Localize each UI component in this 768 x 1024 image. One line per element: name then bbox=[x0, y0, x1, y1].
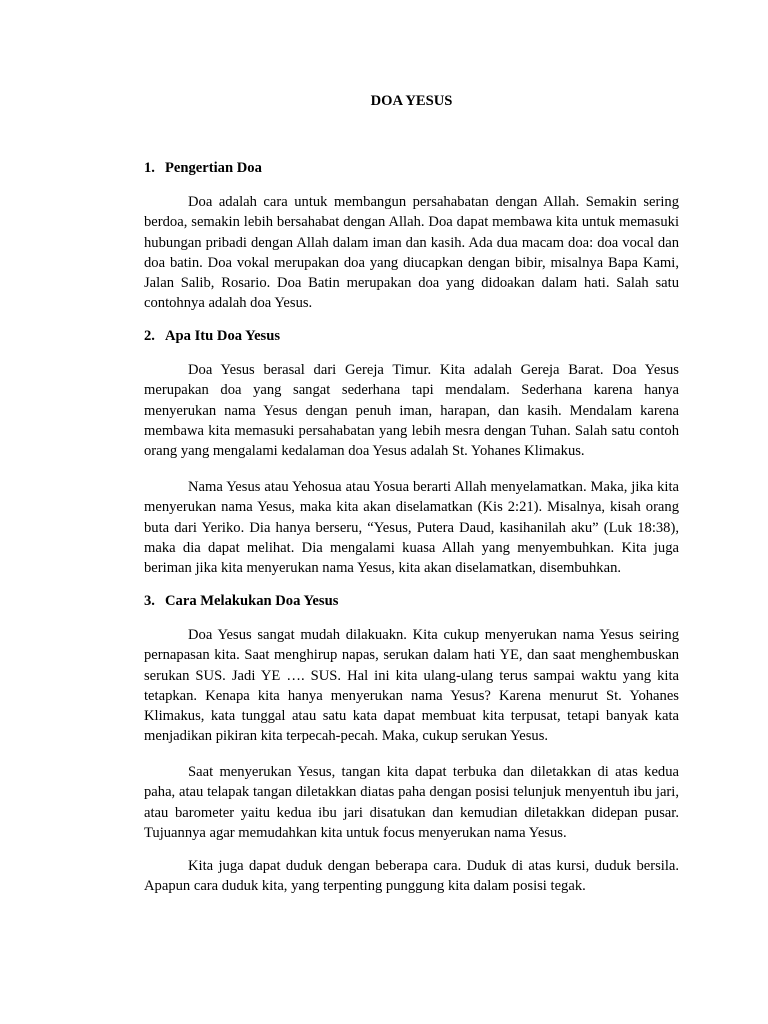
section-heading-apa-itu-doa-yesus bbox=[144, 326, 280, 346]
paragraph: Kita juga dapat duduk dengan beberapa cara. Duduk di atas kursi, duduk bersila. Apapun cara duduk kita, yang terpenting punggung kita dalam posisi tegak. bbox=[144, 858, 679, 895]
section-heading-pengertian-doa bbox=[144, 158, 262, 178]
section-number: 1. bbox=[144, 160, 155, 176]
document-title: DOA YESUS bbox=[370, 93, 453, 109]
section-number: 2. bbox=[144, 328, 155, 344]
paragraph: Doa adalah cara untuk membangun persahabatan dengan Allah. Semakin sering berdoa, semakin lebih bersahabat dengan Allah. Doa dapat membawa kita untuk memasuki hubungan pribadi dengan Allah dalam iman dan kasih. Ada dua macam doa: doa vocal dan doa batin. Doa vokal merupakan doa yang diucapkan dengan bibir, misalnya Bapa Kami, Jalan Salib, Rosario. Doa Batin merupakan doa yang didoakan dalam hati. Salah satu contohnya adalah doa Yesus. bbox=[144, 194, 679, 312]
paragraph: Saat menyerukan Yesus, tangan kita dapat terbuka dan diletakkan di atas kedua paha, atau telapak tangan diletakkan diatas paha dengan posisi telunjuk menyentuh ibu jari, atau barometer yaitu kedua ibu jari disatukan dan kemudian diletakkan didepan pusar. Tujuannya agar memudahkan kita untuk focus menyerukan nama Yesus. bbox=[144, 764, 679, 841]
section-title: Pengertian Doa bbox=[165, 160, 262, 176]
section-title: Apa Itu Doa Yesus bbox=[165, 328, 281, 344]
section-heading-cara-melakukan-doa-yesus bbox=[144, 591, 338, 611]
section-number: 3. bbox=[144, 593, 155, 609]
paragraph: Doa Yesus berasal dari Gereja Timur. Kita adalah Gereja Barat. Doa Yesus merupakan doa yang sangat sederhana tapi mendalam. Sederhana karena hanya menyerukan nama Yesus dengan penuh iman, harapan, dan kasih. Mendalam karena membawa kita memasuki persahabatan yang lebih mesra dengan Tuhan. Salah satu contoh orang yang mengalami kedalaman doa Yesus adalah St. Yohanes Klimakus. bbox=[144, 362, 679, 460]
paragraph: Doa Yesus sangat mudah dilakuakn. Kita cukup menyerukan nama Yesus seiring pernapasan kita. Saat menghirup napas, serukan dalam hati YE, dan saat menghembuskan serukan SUS. Jadi YE …. SUS. Hal ini kita ulang-ulang terus sampai waktu yang kita tetapkan. Kenapa kita hanya menyerukan nama Yesus? Karena menurut St. Yohanes Klimakus, kata tunggal atau satu kata dapat membuat kita terpusat, tetapi banyak kata menjadikan pikiran kita terpecah-pecah. Maka, cukup serukan Yesus. bbox=[144, 627, 679, 745]
paragraph: Nama Yesus atau Yehosua atau Yosua berarti Allah menyelamatkan. Maka, jika kita menyerukan nama Yesus, maka kita akan diselamatkan (Kis 2:21). Misalnya, kisah orang buta dari Yeriko. Dia hanya berseru, “Yesus, Putera Daud, kasihanilah aku” (Luk 18:38), maka dia dapat melihat. Dia mengalami kuasa Allah yang menyembuhkan. Kita juga beriman jika kita menyerukan nama Yesus, kita akan diselamatkan, disembuhkan. bbox=[144, 479, 679, 577]
section-title: Cara Melakukan Doa Yesus bbox=[165, 593, 339, 609]
